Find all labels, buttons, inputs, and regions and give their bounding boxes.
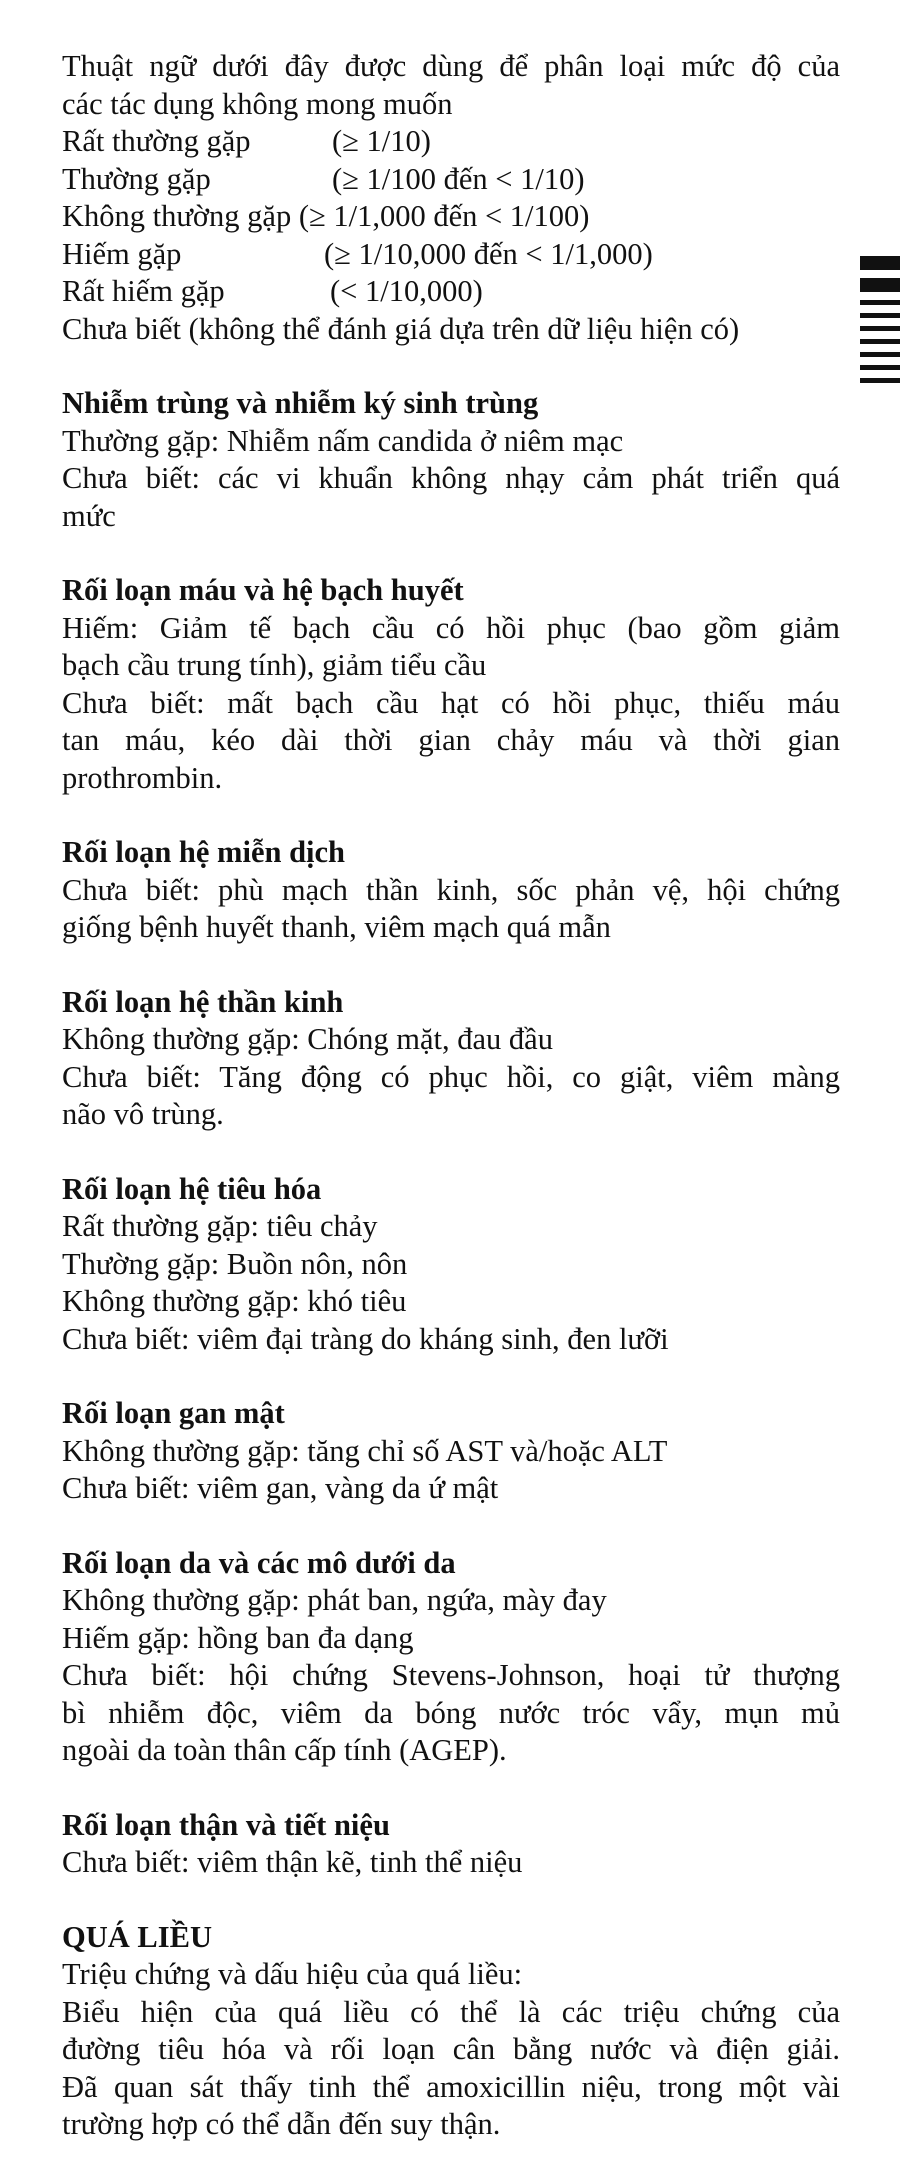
section-heading: Rối loạn gan mật	[62, 1396, 285, 1430]
intro-line: các tác dụng không mong muốn	[62, 86, 453, 121]
section-line: đường tiêu hóa và rối loạn cân bằng nước và điện giải.	[62, 2032, 840, 2066]
section-line: ngoài da toàn thân cấp tính (AGEP).	[62, 1733, 507, 1767]
thumb-index-bar	[860, 300, 900, 305]
section-line: Hiếm gặp: hồng ban đa dạng	[62, 1620, 414, 1655]
section-line: Chưa biết: phù mạch thần kinh, sốc phản vệ, hội chứng	[62, 872, 840, 907]
section-nervous	[62, 984, 840, 1134]
section-skin	[62, 1545, 840, 1770]
section-heading: Rối loạn thận và tiết niệu	[62, 1807, 390, 1842]
section-line: Chưa biết: hội chứng Stevens-Johnson, hoại tử thượng	[62, 1658, 840, 1692]
section-line: não vô trùng.	[62, 1097, 224, 1131]
section-line: bì nhiễm độc, viêm da bóng nước tróc vẩy, mụn mủ	[62, 1695, 840, 1730]
section-line: bạch cầu trung tính), giảm tiểu cầu	[62, 648, 487, 682]
document-page	[62, 48, 840, 2144]
section-heading: Rối loạn da và các mô dưới da	[62, 1545, 456, 1580]
frequency-label: Rất thường gặp	[62, 124, 251, 158]
section-heading: Rối loạn hệ tiêu hóa	[62, 1171, 322, 1206]
thumb-index-bar	[860, 365, 900, 370]
frequency-label: Rất hiếm gặp	[62, 274, 225, 308]
section-line: Chưa biết: viêm thận kẽ, tinh thể niệu	[62, 1845, 523, 1879]
section-line: Thường gặp: Nhiễm nấm candida ở niêm mạc	[62, 423, 624, 458]
thumb-index-bar	[860, 326, 900, 331]
section-heading: QUÁ LIỀU	[62, 1919, 212, 1954]
thumb-index-bar	[860, 278, 900, 292]
edge-thumb-index-marks	[860, 256, 900, 391]
frequency-row	[62, 161, 840, 199]
frequency-unknown-note: Chưa biết (không thể đánh giá dựa trên dữ liệu hiện có)	[62, 311, 740, 346]
section-line: Biểu hiện của quá liều có thể là các triệu chứng của	[62, 1994, 840, 2029]
section-line: Thường gặp: Buồn nôn, nôn	[62, 1246, 408, 1281]
frequency-intro	[62, 48, 840, 348]
section-heading: Rối loạn hệ miễn dịch	[62, 835, 346, 869]
thumb-index-bar	[860, 339, 900, 344]
frequency-row	[62, 123, 840, 161]
frequency-range: (≥ 1/1,000 đến < 1/100)	[298, 199, 590, 233]
section-line: prothrombin.	[62, 760, 223, 795]
thumb-index-bar	[860, 352, 900, 357]
section-line: Không thường gặp: Chóng mặt, đau đầu	[62, 1022, 553, 1056]
intro-line: Thuật ngữ dưới đây được dùng để phân loại mức độ của	[62, 49, 840, 83]
frequency-range: (≥ 1/100 đến < 1/10)	[332, 161, 585, 196]
section-line: tan máu, kéo dài thời gian chảy máu và thời gian	[62, 723, 840, 757]
section-heading: Rối loạn máu và hệ bạch huyết	[62, 573, 464, 607]
section-line: Hiếm: Giảm tế bạch cầu có hồi phục (bao gồm giảm	[62, 610, 840, 645]
section-line: Chưa biết: viêm đại tràng do kháng sinh, đen lưỡi	[62, 1321, 669, 1356]
section-line: Triệu chứng và dấu hiệu của quá liều:	[62, 1957, 523, 1991]
frequency-range: (< 1/10,000)	[330, 274, 483, 308]
section-line: Chưa biết: Tăng động có phục hồi, co giật, viêm màng	[62, 1059, 840, 1094]
section-line: Chưa biết: viêm gan, vàng da ứ mật	[62, 1471, 499, 1505]
section-heading: Nhiễm trùng và nhiễm ký sinh trùng	[62, 386, 539, 420]
section-infections	[62, 385, 840, 535]
frequency-row	[62, 273, 840, 311]
section-line: Không thường gặp: tăng chỉ số AST và/hoặc ALT	[62, 1433, 668, 1468]
section-line: giống bệnh huyết thanh, viêm mạch quá mẫn	[62, 910, 611, 944]
section-line: Đã quan sát thấy tinh thể amoxicillin niệu, trong một vài	[62, 2069, 840, 2104]
section-line: trường hợp có thể dẫn đến suy thận.	[62, 2107, 501, 2141]
frequency-label: Không thường gặp	[62, 199, 292, 233]
thumb-index-bar	[860, 378, 900, 383]
section-line: mức	[62, 498, 116, 533]
frequency-range: (≥ 1/10,000 đến < 1/1,000)	[324, 236, 653, 271]
section-immune	[62, 834, 840, 947]
section-line: Chưa biết: mất bạch cầu hạt có hồi phục, thiếu máu	[62, 685, 840, 720]
section-overdose	[62, 1919, 840, 2144]
frequency-row	[62, 236, 840, 274]
frequency-label: Hiếm gặp	[62, 236, 182, 271]
frequency-range: (≥ 1/10)	[332, 124, 431, 158]
frequency-row	[62, 198, 840, 236]
section-blood-lymph	[62, 572, 840, 797]
thumb-index-bar	[860, 313, 900, 318]
section-line: Không thường gặp: khó tiêu	[62, 1284, 407, 1318]
frequency-table	[62, 123, 840, 311]
section-renal	[62, 1807, 840, 1882]
section-line: Không thường gặp: phát ban, ngứa, mày đay	[62, 1583, 607, 1617]
thumb-index-bar	[860, 256, 900, 270]
section-line: Chưa biết: các vi khuẩn không nhạy cảm phát triển quá	[62, 461, 840, 495]
frequency-label: Thường gặp	[62, 161, 211, 196]
section-heading: Rối loạn hệ thần kinh	[62, 984, 344, 1019]
section-line: Rất thường gặp: tiêu chảy	[62, 1209, 378, 1243]
section-hepatobiliary	[62, 1395, 840, 1508]
section-digestive	[62, 1171, 840, 1359]
